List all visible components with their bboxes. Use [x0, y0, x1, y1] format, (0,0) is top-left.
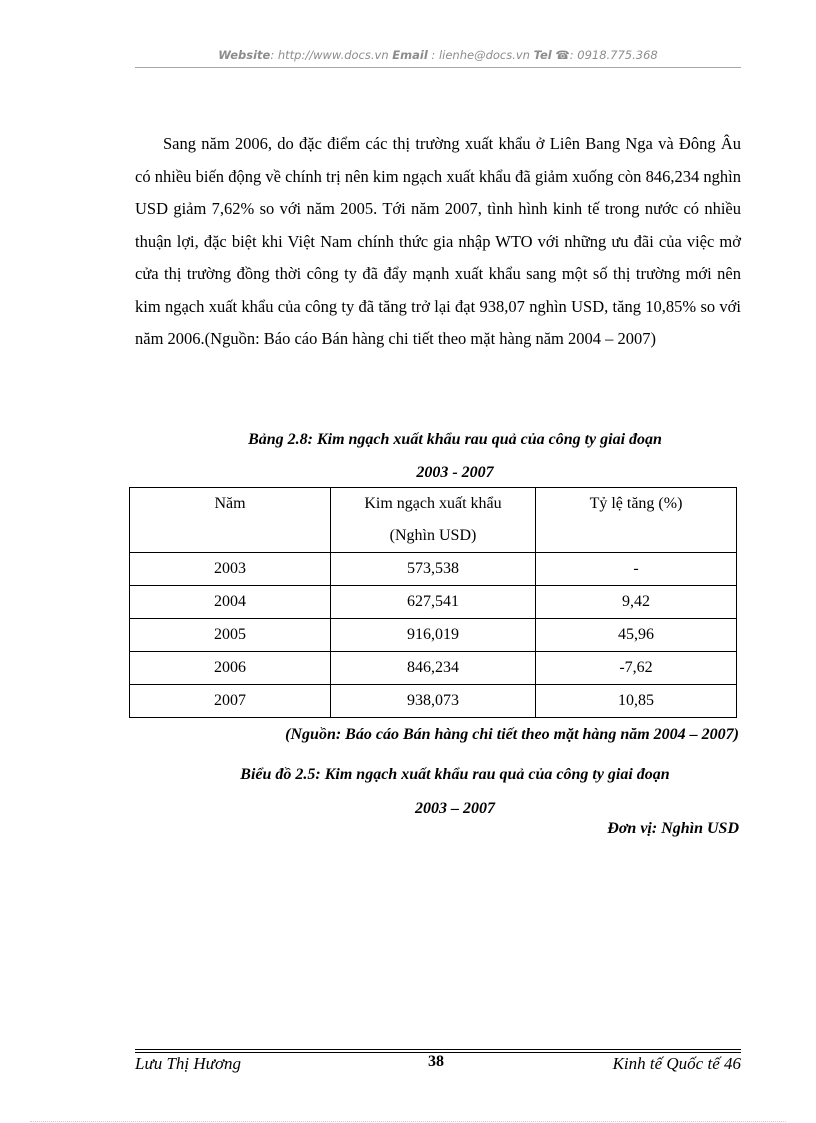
cell-turnover: 938,073: [331, 685, 536, 718]
table-caption: [135, 423, 775, 489]
email-address: : lienhe@docs.vn: [427, 48, 530, 62]
cell-growth: -: [536, 553, 737, 586]
cell-turnover: 846,234: [331, 652, 536, 685]
cell-year: 2005: [130, 619, 331, 652]
header-turnover-line1: Kim ngạch xuất khẩu: [364, 495, 502, 512]
cell-year: 2006: [130, 652, 331, 685]
page-header: [135, 48, 741, 62]
cell-turnover: 573,538: [331, 553, 536, 586]
header-turnover: [331, 488, 536, 553]
table-header-row: [130, 488, 737, 553]
table-row: [130, 553, 737, 586]
table-row: [130, 586, 737, 619]
website-label: Website: [218, 48, 271, 62]
email-label: Email: [392, 48, 428, 62]
header-growth: Tỷ lệ tăng (%): [536, 488, 737, 553]
body-paragraph: Sang năm 2006, do đặc điểm các thị trường xuất khẩu ở Liên Bang Nga và Đông Âu có nhiều biến động về chính trị nên kim ngạch xuất khẩu đã giảm xuống còn 846,234 nghìn USD giảm 7,62% so với năm 2005. Tới năm 2007, tình hình kinh tế trong nước có nhiều thuận lợi, đặc biệt khi Việt Nam chính thức gia nhập WTO với những ưu đãi của việc mở cửa thị trường đồng thời công ty đã đẩy mạnh xuất khẩu sang một số thị trường mới nên kim ngạch xuất khẩu của công ty đã tăng trở lại đạt 938,07 nghìn USD, tăng 10,85% so với năm 2006.(Nguồn: Báo cáo Bán hàng chi tiết theo mặt hàng năm 2004 – 2007): [135, 134, 741, 348]
cell-turnover: 916,019: [331, 619, 536, 652]
cell-year: 2007: [130, 685, 331, 718]
cell-growth: 9,42: [536, 586, 737, 619]
cell-year: 2004: [130, 586, 331, 619]
page-number: 38: [428, 1053, 444, 1070]
header-divider: [135, 67, 741, 68]
chart-caption-line1: Biểu đồ 2.5: Kim ngạch xuất khẩu rau quả của công ty giai đoạn: [240, 766, 670, 783]
tel-label: Tel: [533, 48, 552, 62]
page-bottom-border: [30, 1121, 786, 1122]
cell-year: 2003: [130, 553, 331, 586]
cell-growth: 10,85: [536, 685, 737, 718]
chart-caption: [135, 758, 775, 826]
table-source-note: (Nguồn: Báo cáo Bán hàng chi tiết theo mặt hàng năm 2004 – 2007): [285, 726, 739, 743]
header-year: Năm: [130, 488, 331, 553]
phone-icon: ☎: [555, 48, 570, 62]
table-row: [130, 685, 737, 718]
unit-label: Đơn vị: Nghìn USD: [607, 820, 739, 837]
cell-turnover: 627,541: [331, 586, 536, 619]
footer-author: Lưu Thị Hương: [135, 1054, 242, 1073]
table-row: [130, 652, 737, 685]
chart-caption-line2: 2003 – 2007: [415, 800, 495, 817]
body-text: [135, 128, 741, 356]
tel-number: : 0918.775.368: [569, 48, 658, 62]
header-turnover-line2: (Nghìn USD): [389, 527, 477, 544]
cell-growth: 45,96: [536, 619, 737, 652]
export-turnover-table: [129, 487, 737, 718]
table-row: [130, 619, 737, 652]
table-caption-line2: 2003 - 2007: [416, 464, 494, 481]
table-caption-line1: Bảng 2.8: Kim ngạch xuất khẩu rau quả của công ty giai đoạn: [248, 431, 662, 448]
footer-divider: [135, 1049, 741, 1050]
footer-class: Kinh tế Quốc tế 46: [612, 1054, 741, 1073]
website-url: : http://www.docs.vn: [270, 48, 389, 62]
cell-growth: -7,62: [536, 652, 737, 685]
